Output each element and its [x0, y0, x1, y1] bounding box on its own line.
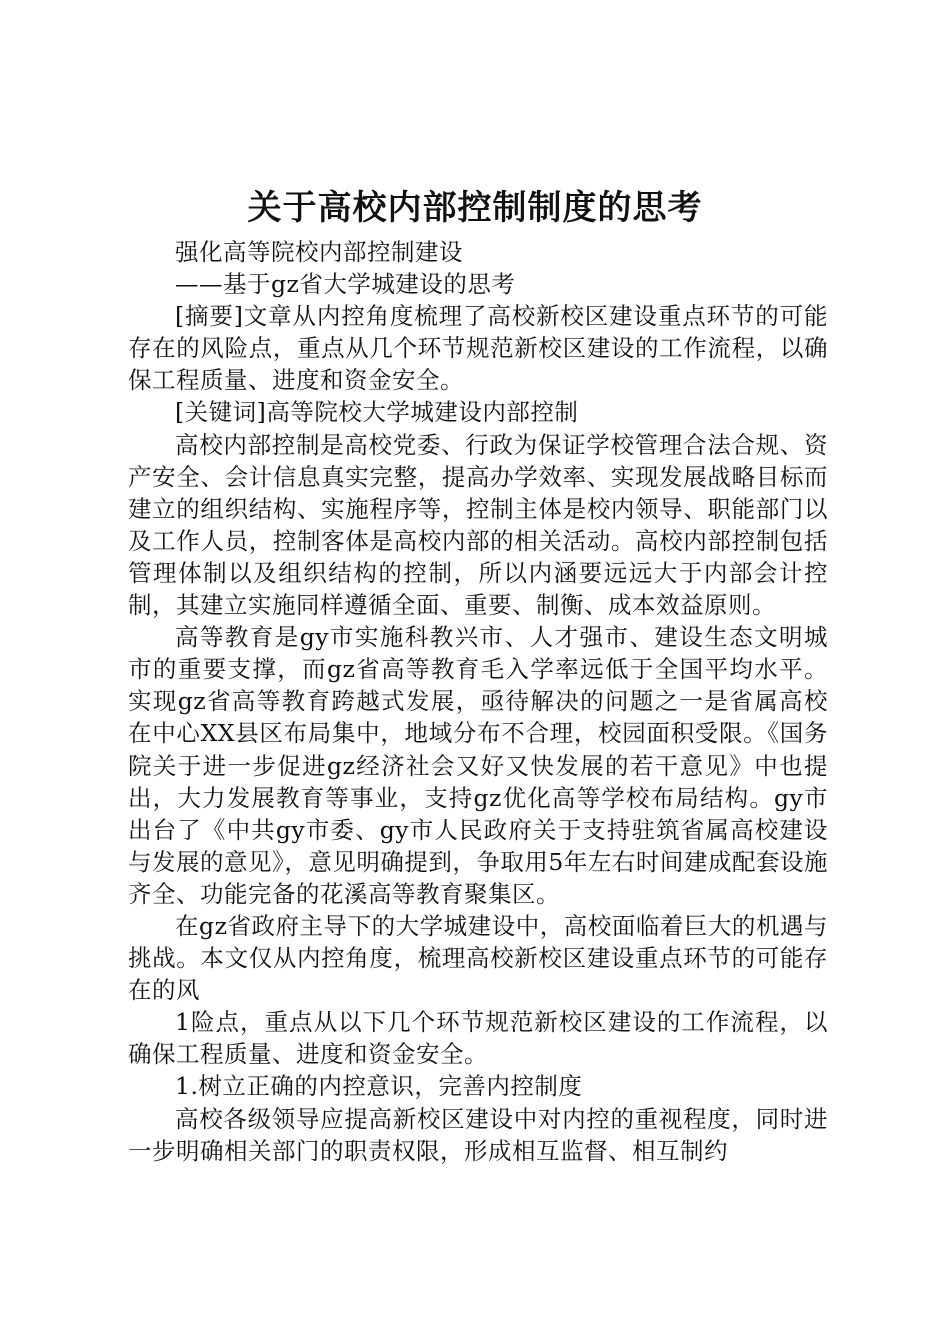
body-paragraph: 在gz省政府主导下的大学城建设中，高校面临着巨大的机遇与挑战。本文仅从内控角度，梳理高校新校区建设重点环节的可能存在的风 [128, 911, 828, 1005]
subtitle-subline: ——基于gz省大学城建设的思考 [175, 270, 516, 299]
abstract-paragraph: [摘要]文章从内控角度梳理了高校新校区建设重点环节的可能存在的风险点，重点从几个环节规范新校区建设的工作流程，以确保工程质量、进度和资金安全。 [128, 302, 828, 395]
body-paragraph: 1险点，重点从以下几个环节规范新校区建设的工作流程，以确保工程质量、进度和资金安全。 [128, 1008, 828, 1069]
subtitle-line: 强化高等院校内部控制建设 [175, 238, 463, 266]
body-paragraph: 高等教育是gy市实施科教兴市、人才强市、建设生态文明城市的重要支撑，而gz省高等教育毛入学率远低于全国平均水平。实现gz省高等教育跨越式发展，亟待解决的问题之一是省属高校在中心XX县区布局集中，地域分布不合理，校园面积受限。《国务院关于进一步促进gz经济社会又好又快发展的若干意见》中也提出，大力发展教育等事业，支持gz优化高等学校布局结构。gy市出台了《中共gy市委、gy市人民政府关于支持驻筑省属高校建设与发展的意见》，意见明确提到，争取用5年左右时间建成配套设施齐全、功能完备的花溪高等教育聚集区。 [128, 623, 828, 908]
body-paragraph: 高校内部控制是高校党委、行政为保证学校管理合法合规、资产安全、会计信息真实完整，提高办学效率、实现发展战略目标而建立的组织结构、实施程序等，控制主体是校内领导、职能部门以及工作人员，控制客体是高校内部的相关活动。高校内部控制包括管理体制以及组织结构的控制，所以内涵要远远大于内部会计控制，其建立实施同样遵循全面、重要、制衡、成本效益原则。 [128, 430, 828, 620]
body-paragraph: 高校各级领导应提高新校区建设中对内控的重视程度，同时进一步明确相关部门的职责权限，形成相互监督、相互制约 [128, 1104, 828, 1165]
document-title: 关于高校内部控制制度的思考 [247, 188, 703, 228]
document-body [128, 236, 828, 1167]
section-heading: 1.树立正确的内控意识，完善内控制度 [175, 1072, 583, 1101]
keywords-paragraph: [关键词]高等院校大学城建设内部控制 [175, 398, 579, 427]
